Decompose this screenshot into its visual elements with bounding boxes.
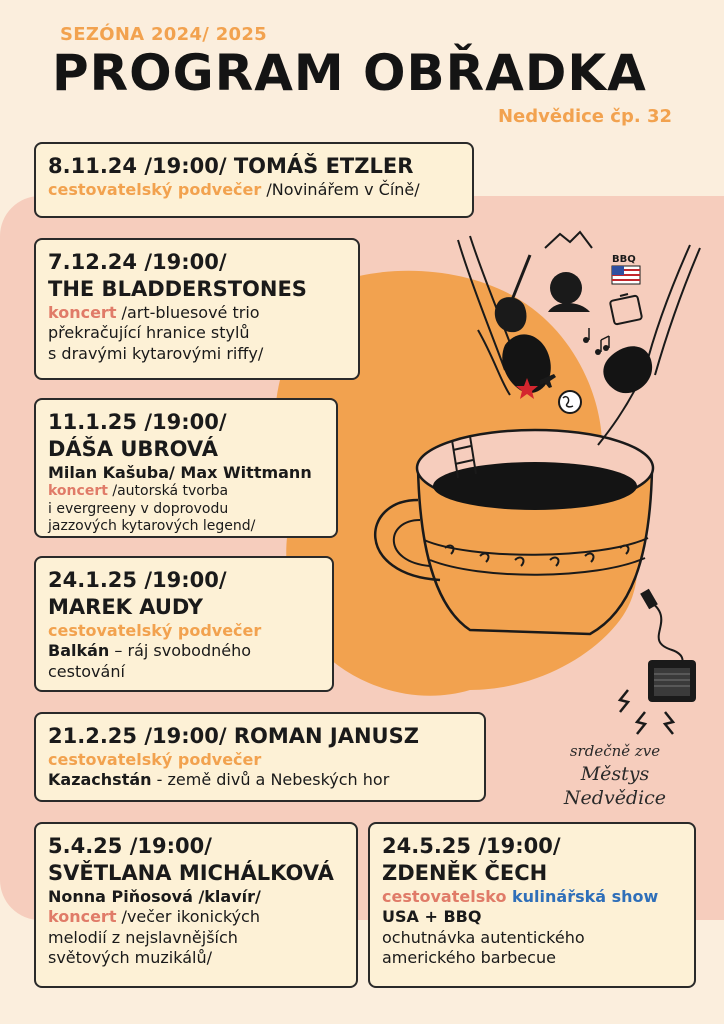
event-description: /večer ikonických: [116, 907, 260, 927]
event-card-janusz: [34, 712, 486, 802]
event-description-line: melodií z nejslavnějších: [48, 927, 238, 947]
event-heading: 8.11.24 /19:00/ TOMÁŠ ETZLER: [48, 154, 414, 178]
event-heading: 21.2.25 /19:00/ ROMAN JANUSZ: [48, 724, 419, 748]
event-description-line: ochutnávka autentického: [382, 927, 585, 947]
event-card-cech: [368, 822, 696, 988]
event-description: /art-bluesové trio: [116, 302, 260, 322]
event-card-audy: [34, 556, 334, 692]
event-type-culinary: kulinářská show: [506, 886, 659, 906]
music-notes-icon: [583, 328, 609, 355]
venue-address: Nedvědice čp. 32: [497, 106, 672, 127]
event-guests: Milan Kašuba/ Max Wittmann: [48, 462, 312, 482]
event-description-line: světových muzikálů/: [48, 948, 213, 968]
bbq-label: BBQ: [612, 254, 636, 265]
amplifier-icon: [648, 660, 696, 702]
event-performer: MAREK AUDY: [48, 594, 204, 619]
event-description-line: překračující hranice stylů: [48, 323, 250, 343]
event-performer: ZDENĚK ČECH: [382, 860, 548, 885]
event-description-line: amerického barbecue: [382, 948, 556, 968]
event-topic-rest: – ráj svobodného: [109, 641, 252, 661]
event-topic-rest: - země divů a Nebeských hor: [151, 770, 390, 790]
event-description-line: s dravými kytarovými riffy/: [48, 343, 264, 363]
event-card-bladderstones: [34, 238, 360, 380]
event-card-michalkova: [34, 822, 358, 988]
event-type: cestovatelský podvečer: [48, 179, 262, 199]
event-date: 24.5.25 /19:00/: [382, 834, 561, 858]
event-topic: USA + BBQ: [382, 907, 482, 927]
event-type: koncert: [48, 907, 117, 927]
coffee-surface: [433, 462, 637, 510]
event-type: koncert: [48, 302, 117, 322]
event-performer: DÁŠA UBROVÁ: [48, 436, 218, 461]
event-date: 11.1.25 /19:00/: [48, 410, 227, 434]
event-type: cestovatelský podvečer: [48, 620, 262, 640]
suitcase-icon: [610, 294, 642, 325]
event-performer: SVĚTLANA MICHÁLKOVÁ: [48, 860, 334, 885]
event-date: 5.4.25 /19:00/: [48, 834, 212, 858]
event-description: /autorská tvorba: [107, 483, 229, 500]
event-date: 7.12.24 /19:00/: [48, 250, 227, 274]
event-description-line: i evergreeny v doprovodu: [48, 500, 229, 517]
event-description-line: jazzových kytarových legend/: [48, 518, 256, 535]
event-date: 24.1.25 /19:00/: [48, 568, 227, 592]
usa-flag-icon: [612, 266, 640, 284]
event-subtitle: /Novinářem v Číně/: [261, 179, 420, 199]
signature-town: Městys Nedvědice: [563, 762, 667, 810]
event-description-line: cestování: [48, 661, 125, 681]
page-title: PROGRAM OBŘADKA: [52, 44, 647, 102]
event-card-ubrova: [34, 398, 338, 538]
mountain-icon: [545, 232, 592, 248]
signature-invite: srdečně zve: [569, 742, 661, 760]
event-topic: Kazachstán: [48, 770, 152, 790]
event-type: cestovatelský podvečer: [48, 749, 262, 769]
event-performer: THE BLADDERSTONES: [48, 276, 307, 301]
event-guests: Nonna Piňosová /klavír/: [48, 886, 261, 906]
event-topic: Balkán: [48, 641, 110, 661]
event-type: koncert: [48, 483, 108, 500]
event-card-etzler: [34, 142, 474, 218]
event-type: cestovatelsko: [382, 886, 507, 906]
season-label: SEZÓNA 2024/ 2025: [60, 24, 268, 45]
portrait-icon: [548, 272, 590, 312]
signature: [540, 742, 690, 811]
globe-icon: [559, 391, 581, 413]
